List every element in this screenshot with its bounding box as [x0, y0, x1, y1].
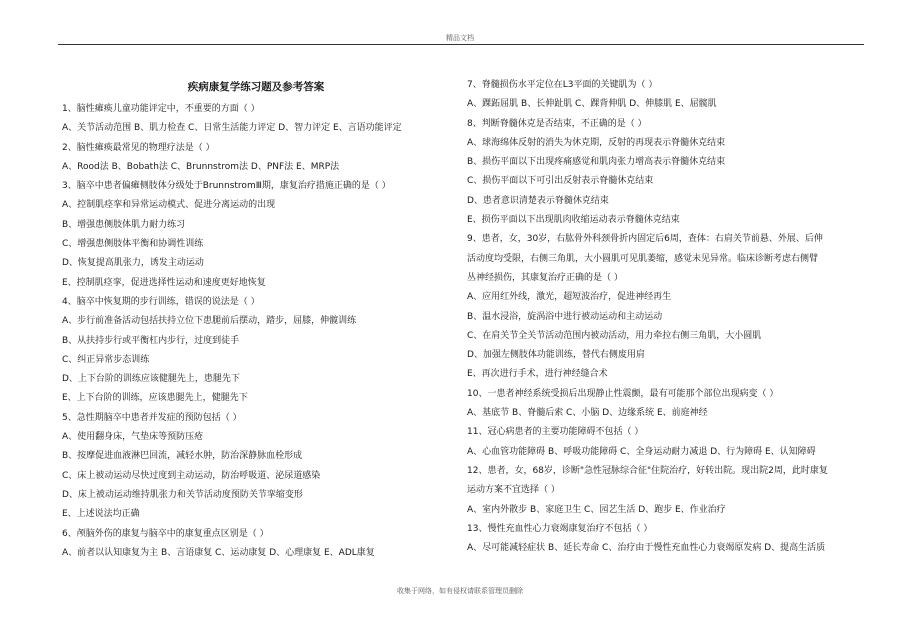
- left-column: [62, 76, 450, 563]
- text-line: 13、慢性充血性心力衰竭康复治疗不包括（ ）: [467, 523, 653, 534]
- right-column: [467, 76, 865, 558]
- text-line: B、按摩促进血液淋巴回流，减轻水肿，防治深静脉血栓形成: [62, 451, 303, 462]
- text-line: E、上下台阶的训练，应该患腿先上，健腿先下: [62, 393, 248, 404]
- text-line: E、再次进行手术，进行神经缝合术: [467, 369, 608, 380]
- text-line: B、增强患侧肢体肌力耐力练习: [62, 219, 186, 230]
- text-line: A、球海绵体反射的消失为休克期，反射的再现表示脊髓休克结束: [467, 137, 726, 148]
- header-rule: [58, 44, 864, 45]
- text-line: E、上述说法均正确: [62, 509, 140, 520]
- text-line: 11、冠心病患者的主要功能障碍不包括（ ）: [467, 427, 644, 438]
- text-line: C、增强患侧肢体平衡和协调性训练: [62, 239, 204, 250]
- text-line: A、踝跖屈肌 B、长伸趾肌 C、踝背伸肌 D、伸膝肌 E、屈髋肌: [467, 99, 717, 110]
- text-line: D、恢复提高肌张力，诱发主动运动: [62, 258, 204, 269]
- text-line: A、尽可能减轻症状 B、延长寿命 C、治疗由于慢性充血性心力衰竭原发病 D、提高生活质: [467, 543, 826, 554]
- text-line: E、损伤平面以下出现肌肉收缩运动表示脊髓休克结束: [467, 215, 680, 226]
- text-line: 9、患者，女，30岁，右肱骨外科颈骨折内固定后6周，查体：右肩关节前悬、外展、后伸: [467, 234, 823, 245]
- text-line: A、控制肌痉挛和异常运动模式、促进分离运动的出现: [62, 200, 276, 211]
- text-line: B、从扶持步行或平衡杠内步行，过度到徒手: [62, 335, 240, 346]
- text-line: C、纠正异常步态训练: [62, 354, 150, 365]
- header-tag: 精品文档: [446, 34, 474, 42]
- text-line: A、前者以认知康复为主 B、言语康复 C、运动康复 D、心理康复 E、ADL康复: [62, 547, 375, 558]
- text-line: 6、颅脑外伤的康复与脑卒中的康复重点区别是（ ）: [62, 528, 269, 539]
- right-question-list: [467, 76, 865, 558]
- text-line: D、床上被动运动维持肌张力和关节活动度预防关节挛缩变形: [62, 489, 303, 500]
- text-line: 4、脑卒中恢复期的步行训练，错误的说法是（ ）: [62, 296, 260, 307]
- text-line: A、使用翻身床，气垫床等预防压疮: [62, 432, 204, 443]
- text-line: C、在肩关节全关节活动范围内被动活动，用力牵拉右侧三角肌，大小圆肌: [467, 330, 762, 341]
- text-line: A、Rood法 B、Bobath法 C、Brunnstrom法 D、PNF法 E、MRP法: [62, 161, 340, 172]
- text-line: A、心血管功能障碍 B、呼吸功能障碍 C、全身运动耐力减退 D、行为障碍 E、认知障碍: [467, 446, 816, 457]
- text-line: D、患者意识清楚表示脊髓休克结束: [467, 195, 609, 206]
- text-line: C、损伤平面以下可引出反射表示脊髓休克结束: [467, 176, 654, 187]
- text-line: A、应用红外线，激光，超短波治疗，促进神经再生: [467, 292, 672, 303]
- text-line: D、上下台阶的训练应该健腿先上，患腿先下: [62, 374, 240, 385]
- text-line: 3、脑卒中患者偏瘫侧肢体分级处于BrunnstromⅢ期，康复治疗措施正确的是（ ）: [62, 181, 391, 192]
- text-line: 5、急性期脑卒中患者并发症的预防包括（ ）: [62, 412, 242, 423]
- text-line: 7、脊髓损伤水平定位在L3平面的关键肌为（ ）: [467, 80, 658, 90]
- footer-text: 收集于网络，如有侵权请联系管理员删除: [397, 587, 523, 595]
- text-line: 10、一患者神经系统受损后出现静止性震颤，最有可能那个部位出现病变（ ）: [467, 388, 779, 399]
- text-line: C、床上被动运动尽快过度到主动运动，防治呼吸道、泌尿道感染: [62, 470, 321, 481]
- text-line: A、室内外散步 B、家庭卫生 C、园艺生活 D、跑步 E、作业治疗: [467, 504, 726, 515]
- document-title: 疾病康复学练习题及参考答案: [187, 81, 325, 93]
- text-line: D、加强左侧肢体功能训练，替代右侧废用肩: [467, 350, 645, 361]
- text-line: 8、判断脊髓休克是否结束，不正确的是（ ）: [467, 118, 647, 129]
- left-question-list: [62, 100, 450, 563]
- text-line: B、损伤平面以下出现疼痛感觉和肌肉张力增高表示脊髓休克结束: [467, 157, 726, 168]
- text-line: A、关节活动范围 B、肌力检查 C、日常生活能力评定 D、智力评定 E、言语功能评定: [62, 123, 402, 134]
- text-line: E、控制肌痉挛，促进选择性运动和速度更好地恢复: [62, 277, 266, 288]
- text-line: B、温水浸浴，旋涡浴中进行被动运动和主动运动: [467, 311, 663, 322]
- text-line: A、步行前准备活动包括扶持立位下患腿前后摆动，踏步，屈膝，伸髋训练: [62, 316, 357, 327]
- text-line: 12、患者，女，68岁，诊断"急性冠脉综合征"住院治疗，好转出院。现出院2周，此时康复: [467, 465, 828, 476]
- text-line: 2、脑性瘫痪最常见的物理疗法是（ ）: [62, 142, 215, 153]
- text-line: A、基底节 B、脊髓后索 C、小脑 D、边缘系统 E、前庭神经: [467, 408, 708, 419]
- text-line: 活动度均受限，右侧三角肌，大小圆肌可见肌萎缩，感觉未见异常。临床诊断考虑右侧臂: [467, 253, 819, 264]
- text-line: 1、脑性瘫痪儿童功能评定中，不重要的方面（ ）: [62, 104, 260, 114]
- text-line: 运动方案不宜选择（ ）: [467, 485, 560, 496]
- text-line: 丛神经损伤，其康复治疗正确的是（ ）: [467, 272, 623, 283]
